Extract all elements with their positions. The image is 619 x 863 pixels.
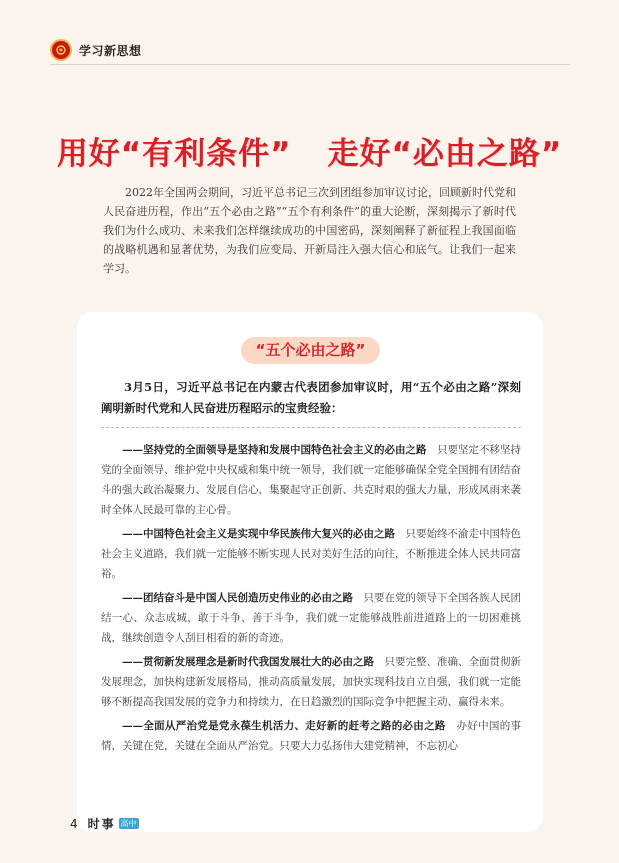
title-part-1: 用好“有利条件” (56, 136, 292, 172)
point-item (101, 440, 521, 520)
point-body: 只要完整、准确、全面贯彻新发展理念，加快构建新发展格局，推动高质量发展，加快实现科技自立自强，我们就一定能够不断提高我国发展的竞争力和持续力，在日趋激烈的国际竞争中把握主动、赢得未来。 (101, 656, 521, 708)
point-item (101, 588, 521, 648)
page-footer (70, 815, 139, 832)
points-list (101, 440, 521, 760)
dashed-divider (101, 427, 521, 428)
page-number: 4 (70, 816, 78, 831)
point-body: 只要在党的领导下全国各族人民团结一心、众志成城，敢于斗争、善于斗争，我们就一定能够战胜前进道路上的一切困难挑战，继续创造令人刮目相看的新的奇迹。 (101, 592, 521, 644)
article-title (0, 128, 619, 173)
point-body: 只要始终不渝走中国特色社会主义道路，我们就一定能够不断实现人民对美好生活的向往，不断推进全体人民共同富裕。 (101, 528, 521, 580)
point-heading: ——全面从严治党是党永葆生机活力、走好新的赶考之路的必由之路 (122, 720, 446, 732)
edition-badge: 高中 (120, 819, 137, 828)
header-divider (50, 64, 570, 65)
point-heading: ——贯彻新发展理念是新时代我国发展壮大的必由之路 (122, 656, 374, 668)
section-badge: “五个必由之路” (241, 337, 380, 364)
point-body: 只要坚定不移坚持党的全面领导、维护党中央权威和集中统一领导，我们就一定能够确保全党全国拥有团结奋斗的强大政治凝聚力、发展自信心，集聚起守正创新、共克时艰的强大力量，形成风雨来袭时全体人民最可靠的主心骨。 (101, 444, 521, 516)
magazine-name: 时事 (87, 817, 116, 831)
point-item (101, 524, 521, 584)
point-item (101, 652, 521, 712)
lead-paragraph: 3月5日，习近平总书记在内蒙古代表团参加审议时，用“五个必由之路”深刻阐明新时代党和人民奋进历程昭示的宝贵经验： (101, 380, 521, 415)
section-label: 学习新思想 (79, 43, 142, 58)
point-item (101, 716, 521, 756)
intro-paragraph: 2022年全国两会期间，习近平总书记三次到团组参加审议讨论，回顾新时代党和人民奋进历程，作出“五个必由之路”“五个有利条件”的重大论断，深刻揭示了新时代我们为什么成功、未来我们怎样继续成功的中国密码，深刻阐释了新征程上我国面临的战略机遇和显著优势，为我们应变局、开新局注入强大信心和底气。让我们一起来学习。 (103, 186, 516, 275)
point-heading: ——团结奋斗是中国人民创造历史伟业的必由之路 (122, 592, 353, 604)
party-emblem-icon (50, 39, 72, 61)
point-heading: ——坚持党的全面领导是坚持和发展中国特色社会主义的必由之路 (122, 444, 427, 456)
point-body: 办好中国的事情，关键在党，关键在全面从严治党。只要大力弘扬伟大建党精神，不忘初心 (101, 720, 522, 752)
section-header (50, 38, 142, 62)
point-heading: ——中国特色社会主义是实现中华民族伟大复兴的必由之路 (122, 528, 395, 540)
title-part-2: 走好“必由之路” (327, 136, 563, 172)
